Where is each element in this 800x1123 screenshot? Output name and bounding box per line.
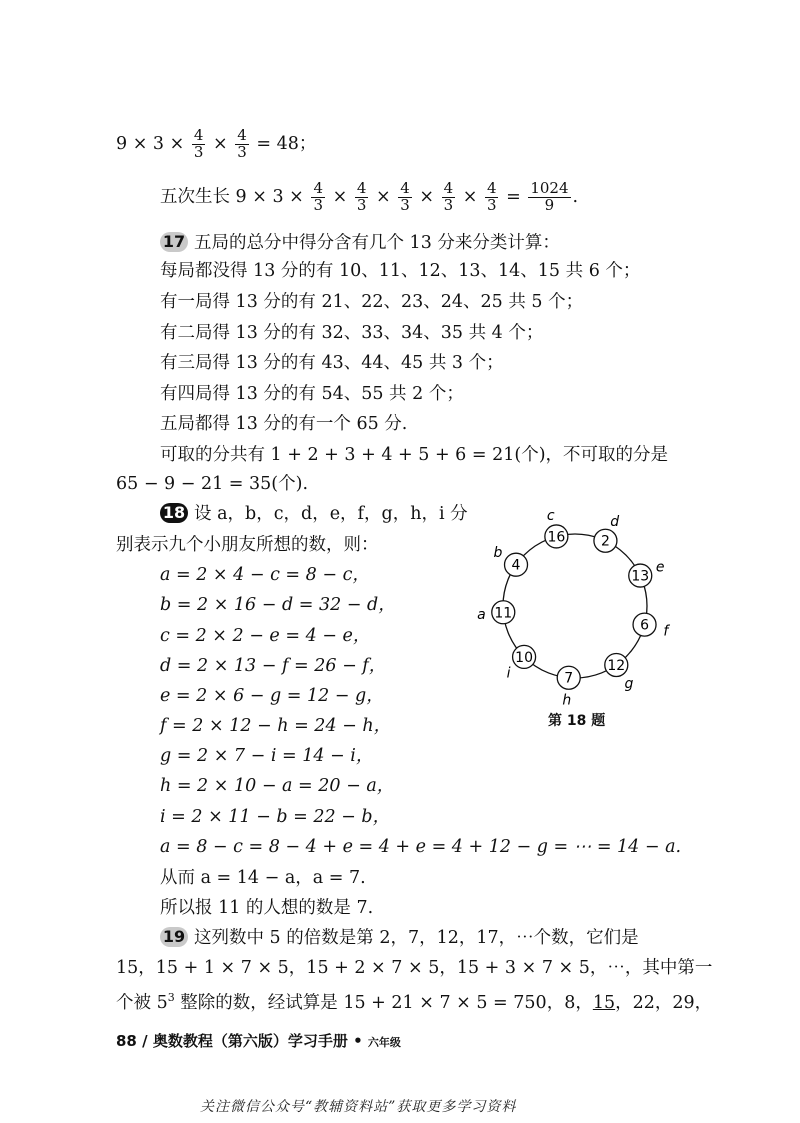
equation: a = 8 − c = 8 − 4 + e = 4 + e = 4 + 12 − g = ⋯ = 14 − a. <box>160 837 682 857</box>
p19-line3: 个被 $5^3$ 整除的数，经试算是 15 + 21 × 7 × 5 = 750，8，15，22，29， <box>116 991 713 1013</box>
ring-node-letter: d <box>610 513 620 530</box>
ring-node-number: 10 <box>515 649 534 666</box>
p16-line2: 五次生长 9 × 3 × $\frac{4}{3}$ × $\frac{4}{3}$ × $\frac{4}{3}$ × $\frac{4}{3}$ × $\frac{4}{3}$ = $\frac{1024}{9}$ . <box>160 179 579 214</box>
p19-line2: 15，15 + 1 × 7 × 5，15 + 2 × 7 × 5，15 + 3 × 7 × 5，⋯，其中第一 <box>116 958 713 978</box>
ring-node-number: 16 <box>547 529 566 546</box>
page-footer <box>116 1030 401 1051</box>
p18-intro: 别表示九个小朋友所想的数，则： <box>116 535 379 555</box>
p17-summary: 可取的分共有 1 + 2 + 3 + 4 + 5 + 6 = 21(个)，不可取的分是 <box>160 445 669 465</box>
fraction: $\frac{4}{3}$ <box>443 179 454 214</box>
ring-node-letter: h <box>562 692 572 709</box>
p18-intro: 18 设 a，b，c，d，e，f，g，h，i 分 <box>160 501 468 527</box>
ring-node-letter: f <box>663 623 669 640</box>
p17-case: 有一局得 13 分的有 21、22、23、24、25 共 5 个； <box>160 292 584 312</box>
equation: d = 2 × 13 − f = 26 − f， <box>160 656 387 676</box>
p17-summary: 65 − 9 − 21 = 35(个). <box>116 474 309 494</box>
ring-node-letter: g <box>624 676 634 693</box>
fraction: $\frac{4}{3}$ <box>313 179 323 214</box>
p17-case: 有四局得 13 分的有 54、55 共 2 个； <box>160 384 464 404</box>
fraction: $\frac{4}{3}$ <box>400 179 410 214</box>
ring-node-number: 6 <box>640 617 650 634</box>
equation: b = 2 × 16 − d = 32 − d， <box>160 595 396 615</box>
grade-label: 六年级 <box>367 1036 401 1049</box>
equation: a = 2 × 4 − c = 8 − c， <box>160 565 370 585</box>
problem-number-badge: 18 <box>160 503 188 523</box>
p17-case: 每局都没得 13 分的有 10、11、12、13、14、15 共 6 个； <box>160 261 641 281</box>
equation: g = 2 × 7 − i = 14 − i， <box>160 746 374 766</box>
book-title: 奥数教程（第六版）学习手册 <box>152 1032 348 1050</box>
equation: e = 2 × 6 − g = 12 − g， <box>160 686 384 706</box>
p17-intro: 17 五局的总分中得分含有几个 13 分来分类计算： <box>160 230 560 256</box>
ring-node-letter: a <box>477 607 486 624</box>
ring-node-number: 11 <box>494 605 513 622</box>
fraction: $\frac{4}{3}$ <box>237 126 247 161</box>
result-fraction: $\frac{1024}{9}$ <box>530 179 569 214</box>
watermark: 关注微信公众号“教辅资料站”获取更多学习资料 <box>200 1099 517 1115</box>
ring-node-letter: e <box>655 559 665 576</box>
fraction: $\frac{4}{3}$ <box>193 126 204 161</box>
ring-node-number: 7 <box>564 670 574 687</box>
ring-node-number: 4 <box>511 557 521 574</box>
p17-case: 有三局得 13 分的有 43、44、45 共 3 个； <box>160 353 504 373</box>
ring-node-letter: b <box>493 545 503 562</box>
equation: f = 2 × 12 − h = 24 − h， <box>160 716 392 736</box>
p16-line1: 9 × 3 × $\frac{4}{3}$ × $\frac{4}{3}$ = 48； <box>116 126 317 161</box>
p18-conclusion: 所以报 11 的人想的数是 7. <box>160 898 374 918</box>
p18-conclusion: 从而 a = 14 − a，a = 7. <box>160 868 366 888</box>
circle-diagram <box>477 506 680 709</box>
problem-number-badge: 17 <box>160 232 188 252</box>
ring-node-letter: c <box>546 508 555 525</box>
ring-node-letter: i <box>506 665 511 682</box>
problem-number-badge: 19 <box>160 927 188 947</box>
equation: h = 2 × 10 − a = 20 − a， <box>160 776 395 796</box>
fraction: $\frac{4}{3}$ <box>356 179 367 214</box>
ring-node-number: 2 <box>600 533 610 550</box>
page-number: 88 <box>116 1032 137 1050</box>
equation: c = 2 × 2 − e = 4 − e， <box>160 626 371 646</box>
footer-slash: / <box>142 1032 153 1050</box>
p17-case: 有二局得 13 分的有 32、33、34、35 共 4 个； <box>160 323 544 343</box>
figure-caption: 第 18 题 <box>548 713 606 729</box>
p17-case: 五局都得 13 分的有一个 65 分. <box>160 414 408 434</box>
equation: i = 2 × 11 − b = 22 − b， <box>160 807 391 827</box>
p19-line1: 19 这列数中 5 的倍数是第 2，7，12，17，⋯个数，它们是 <box>160 925 639 951</box>
ring-node-number: 12 <box>607 657 626 674</box>
footer-dot: • <box>353 1032 363 1050</box>
fraction: $\frac{4}{3}$ <box>486 179 497 214</box>
ring-node-number: 13 <box>631 568 650 585</box>
